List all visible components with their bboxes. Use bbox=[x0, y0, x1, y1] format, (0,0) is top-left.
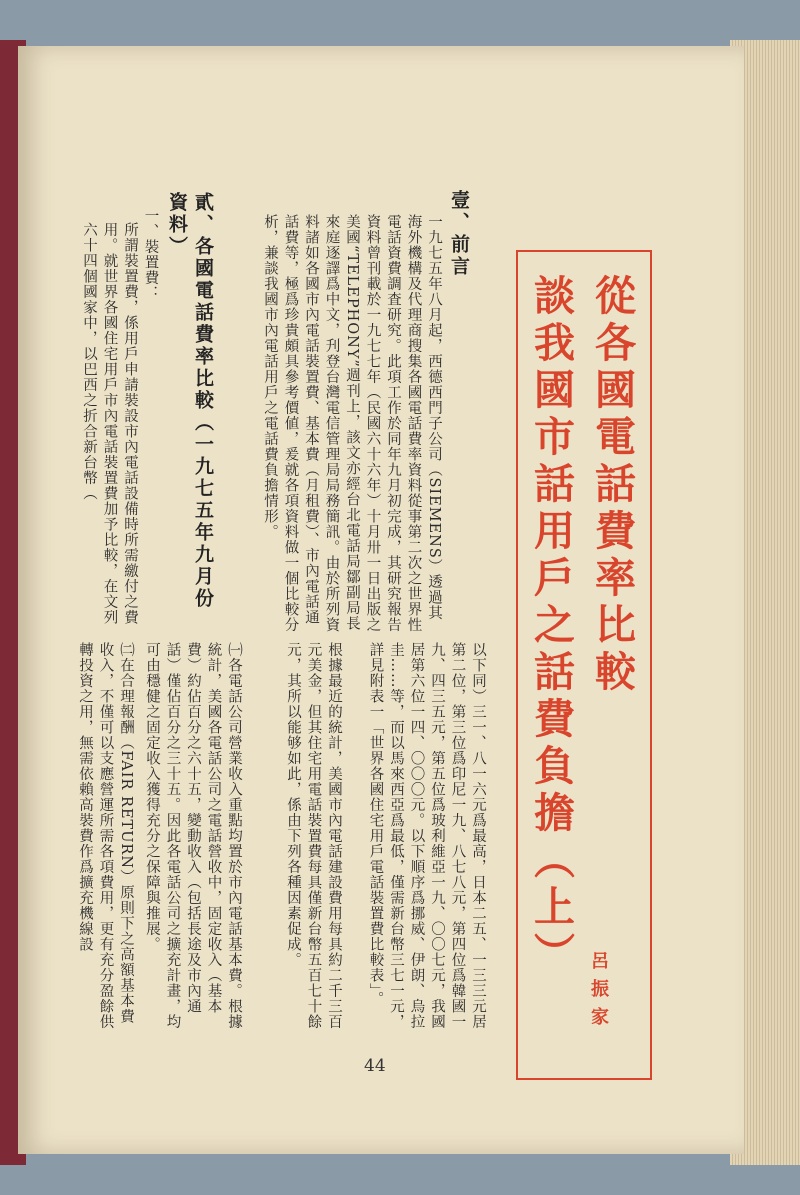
section-2-text: 所謂裝置費，係用戶申請裝設市內電話設備時所需繳付之費用。就世界各國住宅用戶市內電話裝置費加予比較，在文列六十四個國家中，以巴西之折合新台幣（ bbox=[81, 222, 138, 625]
section-2-subheading: 一、裝置費： bbox=[142, 208, 159, 301]
page-number: 44 bbox=[364, 1056, 386, 1076]
right-paragraph-4: ㈡在合理報酬（FAIR RETURN）原則下之高額基本費收入，不僅可以支應營運所需各項費用，更有充分盈餘供轉投資之用，無需依賴高裝費作爲擴充機線設 bbox=[77, 642, 134, 1030]
section-1-heading: 壹、前言 bbox=[448, 190, 470, 278]
right-paragraph-1: 以下同）三一、八一六元爲最高，日本二五、一三三元居第二位，第三位爲印尼一九、八七八元，第四位爲韓國一九、四三五元，第五位爲玻利維亞一九、〇〇七元，我國居第六位一四、〇〇〇元。以下順序爲挪威、伊朗、烏拉圭……等，而以馬來西亞爲最低，僅需新台幣三七一元，詳見附表一「世界各國住宅用戶電話裝置費比較表」。 bbox=[367, 642, 486, 1030]
right-paragraph-3: ㈠各電話公司營業收入重點均置於市內電話基本費。根據統計，美國各電話公司之電話營收中，固定收入（基本費）約佔百分之六十五，變動收入（包括長途及市內通話）僅佔百分之三十五。因此各電話公司之擴充計畫，均可由穩健之固定收入獲得充分之保障與推展。 bbox=[144, 642, 242, 1030]
author: 呂振家 bbox=[588, 951, 609, 1035]
book-page bbox=[18, 46, 744, 1154]
title-line-1: 從各國電話費率比較 bbox=[588, 274, 636, 697]
section-2-heading: 貳、各國電話費率比較（一九七五年九月份資料） bbox=[166, 192, 214, 610]
section-1-text: 一九七五年八月起，西德西門子公司（SIEMENS）透過其海外機構及代理商搜集各國電話費率資料從事第二次之世界性電話資費調査研究。此項工作於同年九月初完成，其研究報告資料曾刊載於一九七七年（民國六十六年）十月卅一日出版之美國“TELEPHONY”週刊上，該文亦經台北電話局鄒副局長來庭逐譯爲中文，刋登台灣電信管理局局務簡訊。由於所列資料諸如各國市內電話裝置費、基本費（月租費）、市內電話通話費等，極爲珍貴頗具參考價値，爰就各項資料做一個比較分析，兼談我國市內電話用戶之電話費負擔情形。 bbox=[262, 214, 442, 633]
right-paragraph-2: 根據最近的統計，美國市內電話建設費用每具約二千三百元美金，但其住宅用電話裝置費每具僅新台幣五百七十餘元，其所以能够如此，係由下列各種因素促成。 bbox=[285, 642, 342, 1030]
title-line-2: 談我國市話用戶之話費負擔（上） bbox=[527, 274, 575, 979]
